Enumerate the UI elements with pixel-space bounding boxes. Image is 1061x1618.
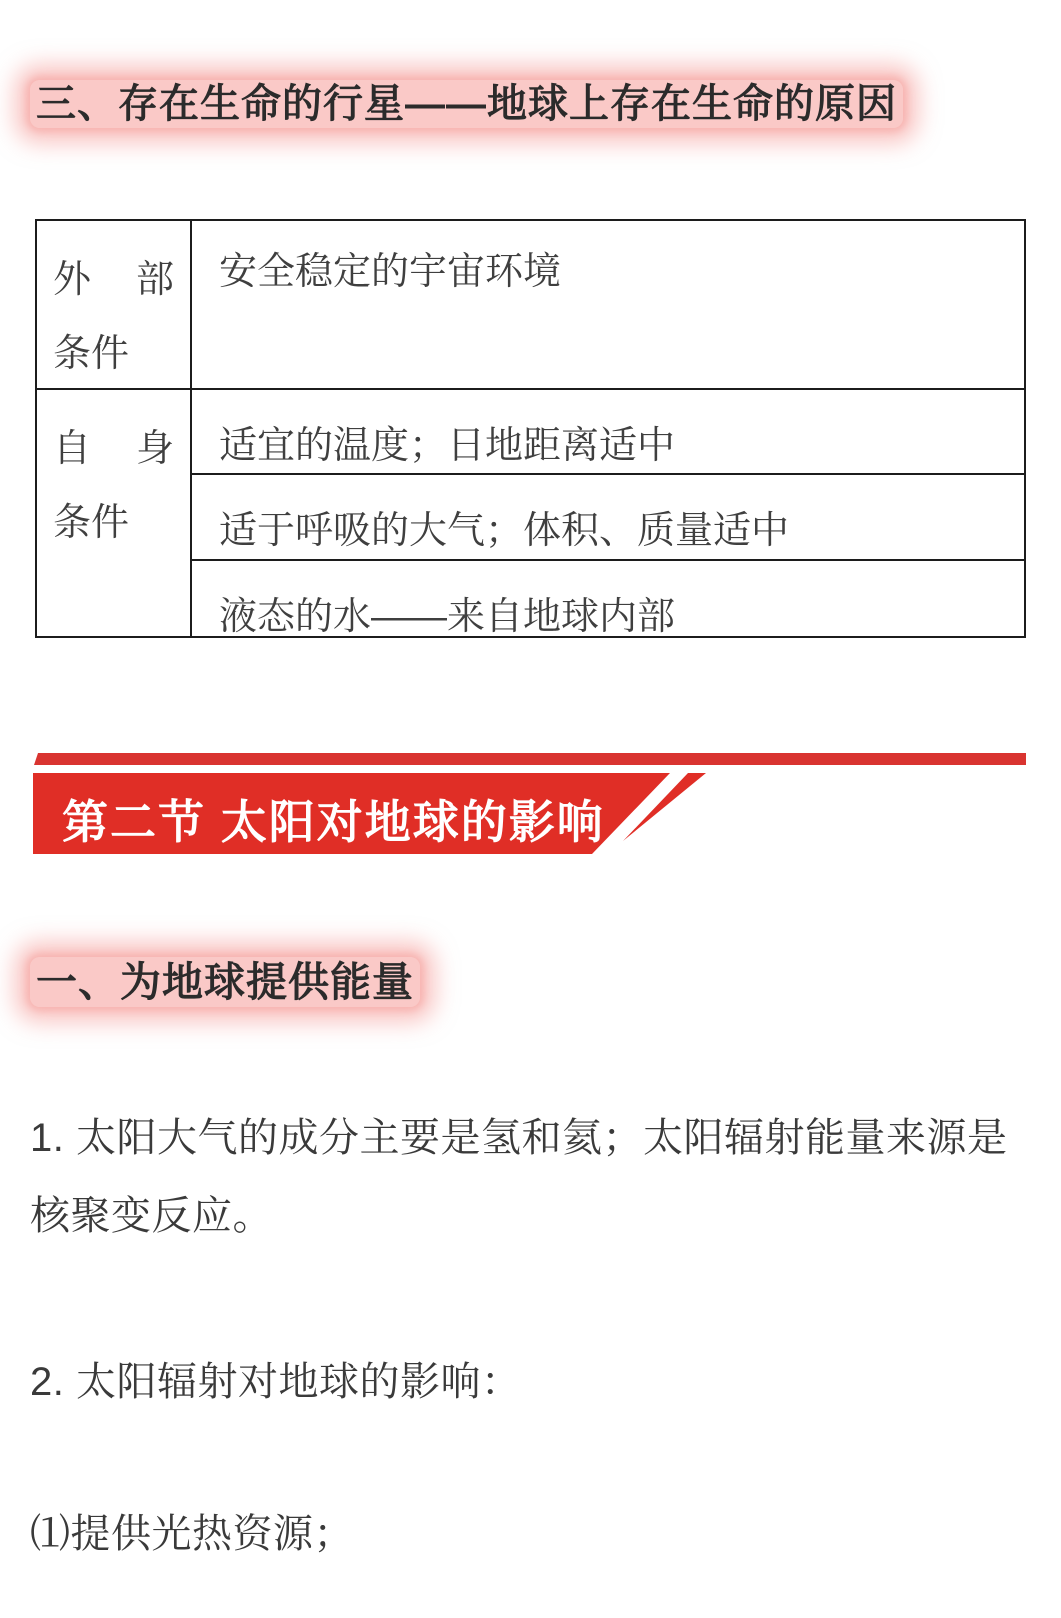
paragraph-solar-composition: 1. 太阳大气的成分主要是氢和氦；太阳辐射能量来源是核聚变反应。 <box>30 1116 1008 1238</box>
ribbon-top-strip <box>34 753 1026 765</box>
paragraph-light-heat-resources: ⑴提供光热资源； <box>30 1512 354 1556</box>
section-three-heading <box>30 80 903 128</box>
highlighted-heading-text: 三、存在生命的行星——地球上存在生命的原因 <box>30 80 903 128</box>
provide-energy-heading <box>30 958 420 1006</box>
section-banner-title: 第二节 太阳对地球的影响 <box>62 796 605 848</box>
table-cell-liquid-water: 液态的水——来自地球内部 <box>190 559 1024 636</box>
table-cell-cosmic-environment: 安全稳定的宇宙环境 <box>190 221 1024 388</box>
header-line-2: 条件 <box>53 502 130 544</box>
life-conditions-table <box>35 219 1026 638</box>
table-cell-temperature: 适宜的温度；日地距离适中 <box>190 388 1024 473</box>
paragraph-radiation-effects: 2. 太阳辐射对地球的影响： <box>30 1360 522 1404</box>
table-header-external-conditions <box>37 221 190 388</box>
table-cell-atmosphere: 适于呼吸的大气；体积、质量适中 <box>190 473 1024 559</box>
highlighted-heading-text: 一、为地球提供能量 <box>30 957 420 1007</box>
header-line-2: 条件 <box>53 333 130 375</box>
header-line-1: 自身 <box>53 428 174 470</box>
header-line-1: 外部 <box>53 259 174 301</box>
table-header-self-conditions <box>37 388 190 636</box>
